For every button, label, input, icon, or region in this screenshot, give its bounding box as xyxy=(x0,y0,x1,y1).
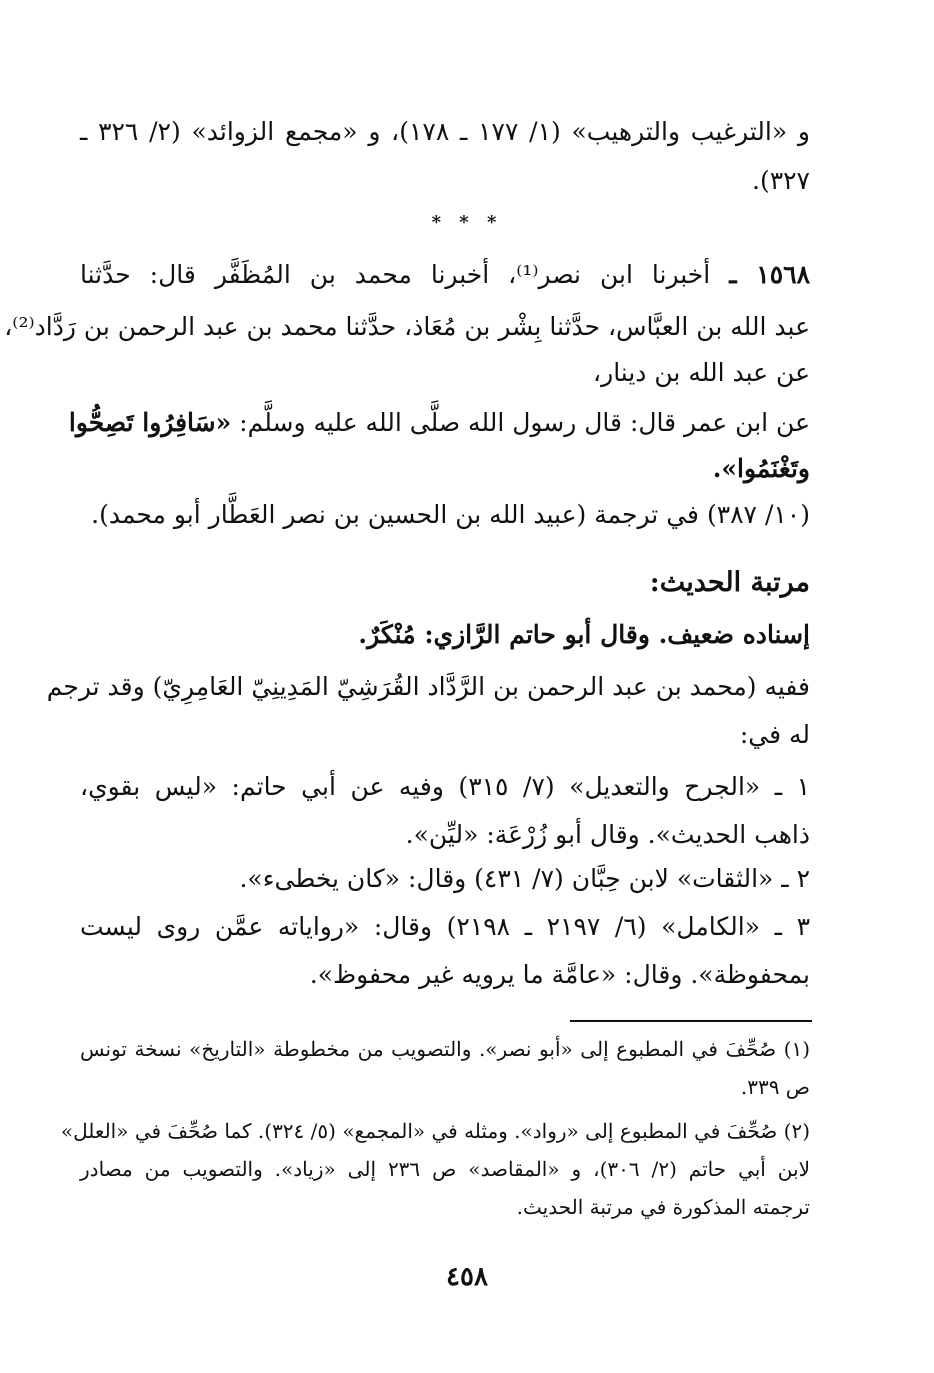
hadith-line-4 xyxy=(68,402,810,444)
hadith-number: ١٥٦٨ ـ xyxy=(729,260,811,289)
footnote-2-line-3: ترجمته المذكورة في مرتبة الحديث. xyxy=(516,1195,810,1219)
hadith-reference: (١٠/ ٣٨٧) في ترجمة (عبيد الله بن الحسين بن نصر العَطَّار أبو محمد). xyxy=(91,500,810,529)
footnote-separator xyxy=(570,1020,812,1022)
rank-heading: مرتبة الحديث: xyxy=(649,567,810,598)
rank-line-2: له في: xyxy=(739,720,810,749)
rank-line-1: ففيه (محمد بن عبد الرحمن بن الرَّدَّاد القُرَشِيّ المَدِينِيّ العَامِرِيّ) وقد ترجم xyxy=(46,672,810,701)
rank-item-1-line-1: ١ ـ «الجرح والتعديل» (٧/ ٣١٥) وفيه عن أبي حاتم: «ليس بقوي، xyxy=(80,772,811,801)
hadith-line-1 xyxy=(80,254,810,296)
hadith-line-5: وتَغْنَمُوا». xyxy=(712,454,810,483)
rank-verdict: إسناده ضعيف. وقال أبو حاتم الرَّازي: مُنْكَرٌ. xyxy=(358,620,810,649)
hadith-line-4-text: عن ابن عمر قال: قال رسول الله صلَّى الله عليه وسلَّم: xyxy=(231,408,810,437)
rank-item-3-line-1: ٣ ـ «الكامل» (٦/ ٢١٩٧ ـ ٢١٩٨) وقال: «رواياته عمَّن روى ليست xyxy=(80,912,810,941)
rank-item-1-line-2: ذاهب الحديث». وقال أبو زُرْعَة: «ليِّن». xyxy=(405,820,810,849)
hadith-line-3: عن عبد الله بن دينار، xyxy=(593,358,810,387)
hadith-line-2: عبد الله بن العبَّاس، حدَّثنا بِشْر بن مُعَاذ، حدَّثنا محمد بن عبد الرحمن بن رَدَّاد⁽²⁾، xyxy=(4,312,810,341)
top-paragraph-line-1: و «الترغيب والترهيب» (١/ ١٧٧ ـ ١٧٨)، و «مجمع الزوائد» (٢/ ٣٢٦ ـ xyxy=(80,117,810,146)
page-number: ٤٥٨ xyxy=(446,1262,488,1292)
footnote-1-line-2: ص ٣٣٩. xyxy=(740,1075,810,1099)
hadith-matn: «سَافِرُوا تَصِحُّوا xyxy=(68,408,232,437)
top-paragraph-line-2: ٣٢٧). xyxy=(752,166,810,195)
hadith-line-1-text: أخبرنا ابن نصر⁽¹⁾، أخبرنا محمد بن المُظَفَّر قال: حدَّثنا xyxy=(80,260,711,289)
footnote-2-line-2: لابن أبي حاتم (٢/ ٣٠٦)، و «المقاصد» ص ٢٣٦ إلى «زياد». والتصويب من مصادر xyxy=(80,1157,810,1181)
section-separator: * * * xyxy=(431,212,503,233)
rank-item-2-line-1: ٢ ـ «الثقات» لابن حِبَّان (٧/ ٤٣١) وقال: «كان يخطىء». xyxy=(239,864,810,893)
footnote-1-line-1: (١) صُحِّفَ في المطبوع إلى «أبو نصر». والتصويب من مخطوطة «التاريخ» نسخة تونس xyxy=(80,1037,810,1061)
footnote-2-line-1: (٢) صُحِّفَ في المطبوع إلى «رواد». ومثله في «المجمع» (٥/ ٣٢٤). كما صُحِّفَ في «العلل» xyxy=(60,1119,810,1143)
rank-item-3-line-2: بمحفوظة». وقال: «عامَّة ما يرويه غير محفوظ». xyxy=(309,960,810,989)
